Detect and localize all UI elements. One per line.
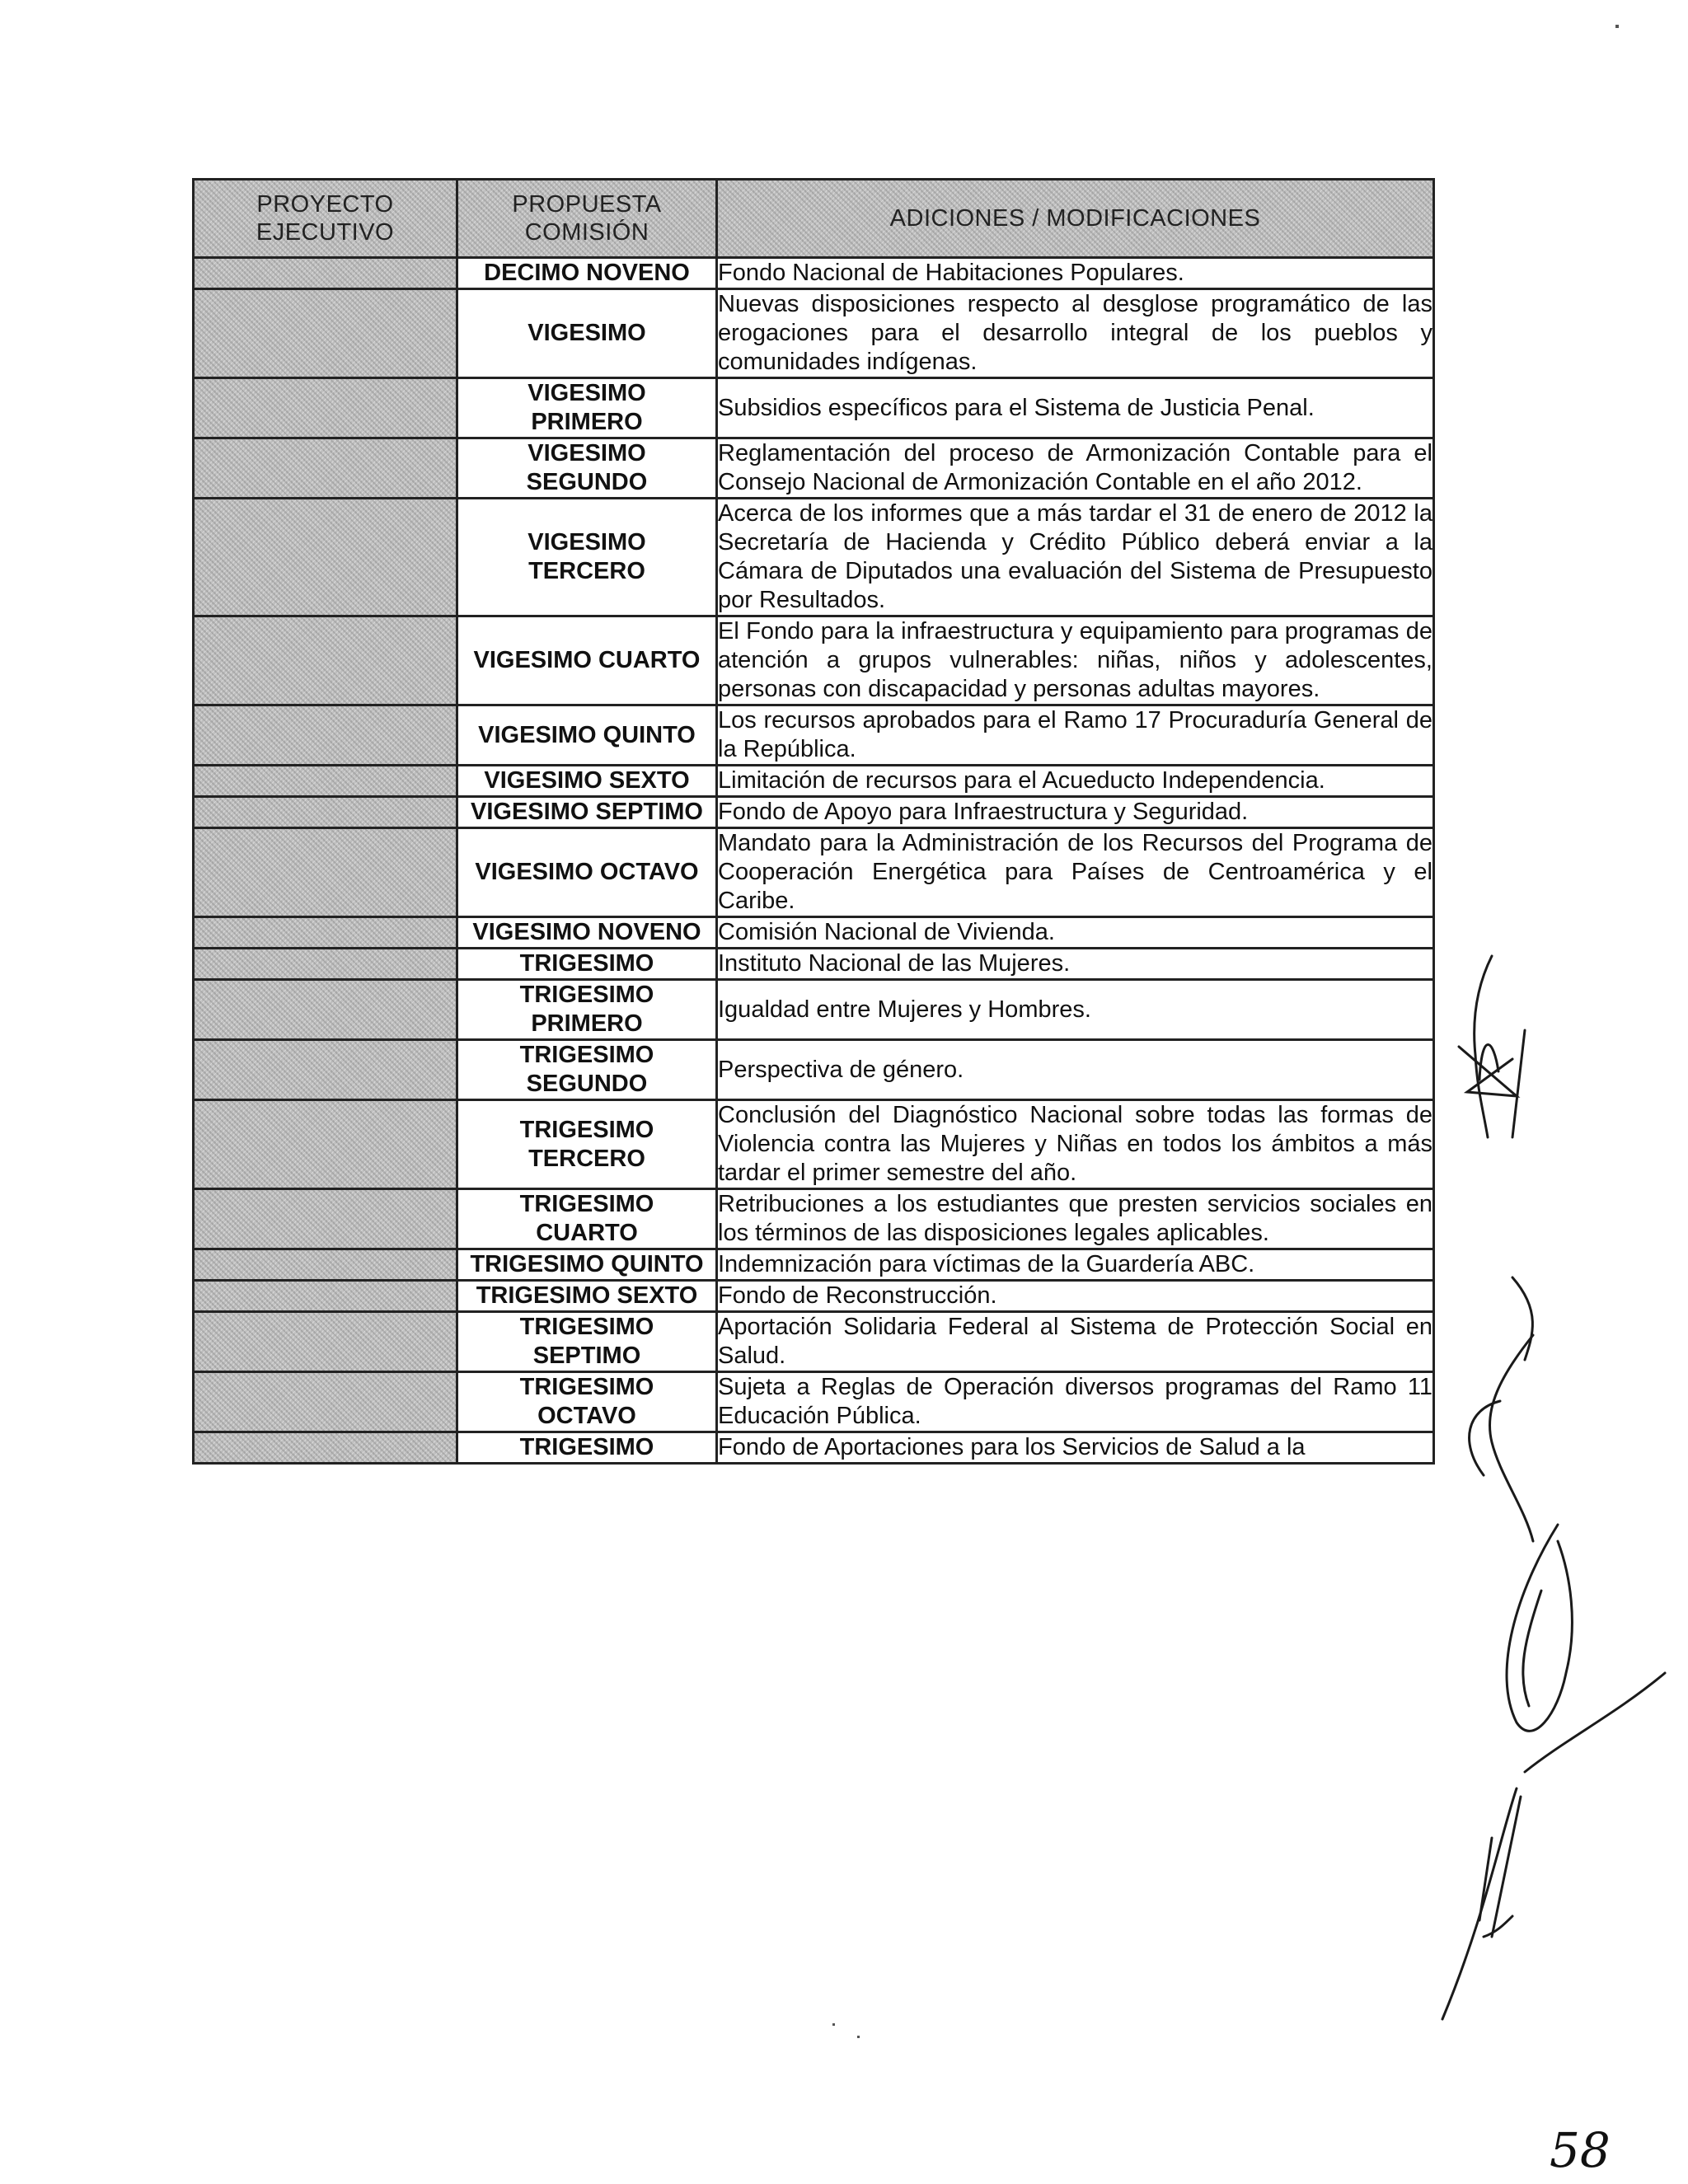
table-row bbox=[194, 766, 1434, 797]
proyecto-ejecutivo-cell bbox=[194, 828, 457, 917]
modification-description: Instituto Nacional de las Mujeres. bbox=[717, 949, 1434, 980]
table-row bbox=[194, 1189, 1434, 1249]
proyecto-ejecutivo-cell bbox=[194, 378, 457, 438]
article-number: TRIGESIMO bbox=[519, 1434, 654, 1460]
proyecto-ejecutivo-cell bbox=[194, 917, 457, 949]
article-number: VIGESIMO bbox=[528, 320, 646, 346]
modification-description: Nuevas disposiciones respecto al desglose programático de las erogaciones para el desarrollo integral de los pueblos y comunidades indígenas. bbox=[717, 289, 1434, 378]
propuesta-comision-cell bbox=[457, 1249, 717, 1281]
modification-description: El Fondo para la infraestructura y equipamiento para programas de atención a grupos vulnerables: niñas, niños y adolescentes, personas con discapacidad y personas adultas mayores. bbox=[717, 616, 1434, 705]
proyecto-ejecutivo-cell bbox=[194, 705, 457, 766]
header-propuesta-comision bbox=[457, 180, 717, 258]
article-number: TRIGESIMO SEXTO bbox=[476, 1282, 698, 1309]
propuesta-comision-cell bbox=[457, 1312, 717, 1372]
propuesta-comision-cell bbox=[457, 766, 717, 797]
propuesta-comision-cell bbox=[457, 1372, 717, 1432]
table-row bbox=[194, 917, 1434, 949]
table-row bbox=[194, 1281, 1434, 1312]
modification-description: Fondo de Aportaciones para los Servicios de Salud a la bbox=[717, 1432, 1434, 1464]
propuesta-comision-cell bbox=[457, 1189, 717, 1249]
modification-description: Fondo Nacional de Habitaciones Populares. bbox=[717, 258, 1434, 289]
proyecto-ejecutivo-cell bbox=[194, 766, 457, 797]
proyecto-ejecutivo-cell bbox=[194, 1372, 457, 1432]
propuesta-comision-cell bbox=[457, 1281, 717, 1312]
propuesta-comision-cell bbox=[457, 1432, 717, 1464]
table-row bbox=[194, 1312, 1434, 1372]
article-number: TRIGESIMO bbox=[519, 950, 654, 977]
modification-description: Fondo de Reconstrucción. bbox=[717, 1281, 1434, 1312]
article-number: TRIGESIMO bbox=[519, 1042, 654, 1068]
proyecto-ejecutivo-cell bbox=[194, 258, 457, 289]
article-number: TRIGESIMO bbox=[519, 1314, 654, 1340]
handwritten-signature bbox=[1434, 948, 1681, 2060]
table-row bbox=[194, 438, 1434, 499]
table-row bbox=[194, 797, 1434, 828]
article-number: SEPTIMO bbox=[532, 1343, 641, 1369]
articles-table bbox=[192, 178, 1435, 1465]
modification-description: Los recursos aprobados para el Ramo 17 Procuraduría General de la República. bbox=[717, 705, 1434, 766]
header-line: EJECUTIVO bbox=[256, 219, 395, 246]
proyecto-ejecutivo-cell bbox=[194, 289, 457, 378]
article-number: VIGESIMO bbox=[528, 440, 646, 466]
article-number: CUARTO bbox=[536, 1220, 638, 1246]
propuesta-comision-cell bbox=[457, 289, 717, 378]
modification-description: Conclusión del Diagnóstico Nacional sobre todas las formas de Violencia contra las Mujeres y Niñas en todos los ámbitos a más tardar el primer semestre del año. bbox=[717, 1100, 1434, 1189]
scan-speck bbox=[1615, 25, 1619, 28]
article-number: VIGESIMO OCTAVO bbox=[475, 859, 699, 885]
propuesta-comision-cell bbox=[457, 705, 717, 766]
proyecto-ejecutivo-cell bbox=[194, 1100, 457, 1189]
propuesta-comision-cell bbox=[457, 1100, 717, 1189]
header-line: COMISIÓN bbox=[524, 219, 649, 246]
modification-description: Igualdad entre Mujeres y Hombres. bbox=[717, 980, 1434, 1040]
scan-speck bbox=[857, 2036, 860, 2038]
propuesta-comision-cell bbox=[457, 378, 717, 438]
proyecto-ejecutivo-cell bbox=[194, 1432, 457, 1464]
proyecto-ejecutivo-cell bbox=[194, 499, 457, 616]
table-row bbox=[194, 1432, 1434, 1464]
article-number: TRIGESIMO bbox=[519, 1191, 654, 1217]
article-number: VIGESIMO SEPTIMO bbox=[471, 799, 703, 825]
proyecto-ejecutivo-cell bbox=[194, 949, 457, 980]
modification-description: Fondo de Apoyo para Infraestructura y Seguridad. bbox=[717, 797, 1434, 828]
modification-description: Limitación de recursos para el Acueducto Independencia. bbox=[717, 766, 1434, 797]
header-adiciones-modificaciones bbox=[717, 180, 1434, 258]
table-body bbox=[194, 258, 1434, 1464]
header-line: PROYECTO bbox=[256, 191, 394, 218]
proyecto-ejecutivo-cell bbox=[194, 438, 457, 499]
proyecto-ejecutivo-cell bbox=[194, 616, 457, 705]
header-line: ADICIONES / MODIFICACIONES bbox=[889, 205, 1261, 232]
propuesta-comision-cell bbox=[457, 438, 717, 499]
modification-description: Comisión Nacional de Vivienda. bbox=[717, 917, 1434, 949]
header-proyecto-ejecutivo bbox=[194, 180, 457, 258]
article-number: VIGESIMO QUINTO bbox=[478, 721, 696, 748]
propuesta-comision-cell bbox=[457, 828, 717, 917]
propuesta-comision-cell bbox=[457, 949, 717, 980]
table-row bbox=[194, 1040, 1434, 1100]
article-number: TRIGESIMO bbox=[519, 982, 654, 1008]
page-number: 58 bbox=[1550, 2122, 1611, 2178]
modification-description: Acerca de los informes que a más tardar el 31 de enero de 2012 la Secretaría de Hacienda y Crédito Público deberá enviar a la Cámara de Diputados una evaluación del Sistema de Presupuesto por Resultados. bbox=[717, 499, 1434, 616]
scan-speck bbox=[832, 2023, 835, 2026]
table-row bbox=[194, 258, 1434, 289]
table-row bbox=[194, 289, 1434, 378]
propuesta-comision-cell bbox=[457, 499, 717, 616]
article-number: TERCERO bbox=[528, 1145, 645, 1172]
proyecto-ejecutivo-cell bbox=[194, 1189, 457, 1249]
proyecto-ejecutivo-cell bbox=[194, 1281, 457, 1312]
article-number: VIGESIMO CUARTO bbox=[473, 647, 701, 673]
modification-description: Retribuciones a los estudiantes que presten servicios sociales en los términos de las disposiciones legales aplicables. bbox=[717, 1189, 1434, 1249]
modification-description: Sujeta a Reglas de Operación diversos programas del Ramo 11 Educación Pública. bbox=[717, 1372, 1434, 1432]
propuesta-comision-cell bbox=[457, 258, 717, 289]
article-number: SEGUNDO bbox=[526, 469, 648, 495]
article-number: VIGESIMO NOVENO bbox=[472, 919, 701, 945]
header-line: PROPUESTA bbox=[512, 191, 662, 218]
modification-description: Indemnización para víctimas de la Guardería ABC. bbox=[717, 1249, 1434, 1281]
modification-description: Reglamentación del proceso de Armonización Contable para el Consejo Nacional de Armonización Contable en el año 2012. bbox=[717, 438, 1434, 499]
proyecto-ejecutivo-cell bbox=[194, 1040, 457, 1100]
table-row bbox=[194, 499, 1434, 616]
propuesta-comision-cell bbox=[457, 797, 717, 828]
article-number: VIGESIMO SEXTO bbox=[484, 767, 690, 794]
propuesta-comision-cell bbox=[457, 616, 717, 705]
article-number: OCTAVO bbox=[537, 1403, 636, 1429]
propuesta-comision-cell bbox=[457, 917, 717, 949]
proyecto-ejecutivo-cell bbox=[194, 1312, 457, 1372]
modification-description: Perspectiva de género. bbox=[717, 1040, 1434, 1100]
article-number: VIGESIMO bbox=[528, 380, 646, 406]
article-number: TRIGESIMO QUINTO bbox=[470, 1251, 704, 1277]
table-row bbox=[194, 1249, 1434, 1281]
article-number: VIGESIMO bbox=[528, 529, 646, 555]
article-number: DECIMO NOVENO bbox=[484, 260, 690, 286]
article-number: PRIMERO bbox=[531, 1010, 643, 1037]
article-number: PRIMERO bbox=[531, 409, 643, 435]
article-number: SEGUNDO bbox=[526, 1071, 648, 1097]
table-row bbox=[194, 616, 1434, 705]
propuesta-comision-cell bbox=[457, 980, 717, 1040]
table-row bbox=[194, 828, 1434, 917]
modification-description: Mandato para la Administración de los Recursos del Programa de Cooperación Energética para Países de Centroamérica y el Caribe. bbox=[717, 828, 1434, 917]
table-row bbox=[194, 705, 1434, 766]
modification-description: Aportación Solidaria Federal al Sistema de Protección Social en Salud. bbox=[717, 1312, 1434, 1372]
article-number: TRIGESIMO bbox=[519, 1374, 654, 1400]
propuesta-comision-cell bbox=[457, 1040, 717, 1100]
table-row bbox=[194, 1100, 1434, 1189]
table-row bbox=[194, 378, 1434, 438]
modification-description: Subsidios específicos para el Sistema de Justicia Penal. bbox=[717, 378, 1434, 438]
article-number: TERCERO bbox=[528, 558, 645, 584]
proyecto-ejecutivo-cell bbox=[194, 797, 457, 828]
article-number: TRIGESIMO bbox=[519, 1116, 654, 1143]
table-row bbox=[194, 949, 1434, 980]
proyecto-ejecutivo-cell bbox=[194, 1249, 457, 1281]
table-row bbox=[194, 1372, 1434, 1432]
table-row bbox=[194, 980, 1434, 1040]
table-header-row bbox=[194, 180, 1434, 258]
proyecto-ejecutivo-cell bbox=[194, 980, 457, 1040]
